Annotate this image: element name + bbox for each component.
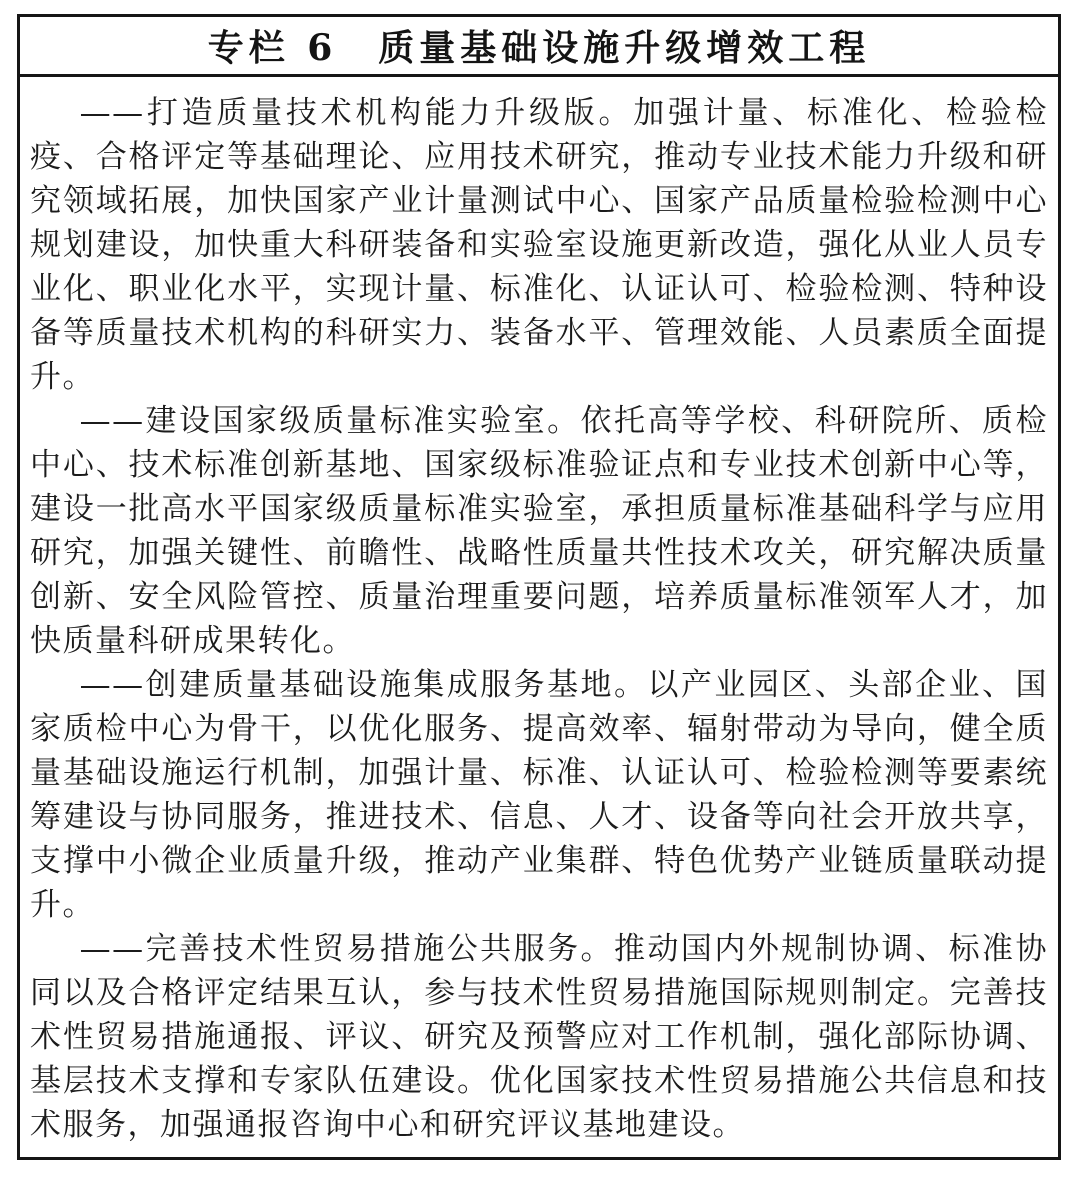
box-title: 专栏 6 质量基础设施升级增效工程 (20, 17, 1058, 77)
paragraph-integrated-service-bases: ——创建质量基础设施集成服务基地。以产业园区、头部企业、国家质检中心为骨干，以优化服务、提高效率、辐射带动为导向，健全质量基础设施运行机制，加强计量、标准、认证认可、检验检测等要素统筹建设与协同服务，推进技术、信息、人才、设备等向社会开放共享，支撑中小微企业质量升级，推动产业集群、特色优势产业链质量联动提升。 (30, 667, 1048, 923)
feature-column-box (17, 14, 1061, 1160)
paragraph-technical-trade-measures: ——完善技术性贸易措施公共服务。推动国内外规制协调、标准协同以及合格评定结果互认，参与技术性贸易措施国际规则制定。完善技术性贸易措施通报、评议、研究及预警应对工作机制，强化部际协调、基层技术支撑和专家队伍建设。优化国家技术性贸易措施公共信息和技术服务，加强通报咨询中心和研究评议基地建设。 (30, 931, 1048, 1143)
paragraph-national-quality-standard-labs: ——建设国家级质量标准实验室。依托高等学校、科研院所、质检中心、技术标准创新基地、国家级标准验证点和专业技术创新中心等，建设一批高水平国家级质量标准实验室，承担质量标准基础科学与应用研究，加强关键性、前瞻性、战略性质量共性技术攻关，研究解决质量创新、安全风险管控、质量治理重要问题，培养质量标准领军人才，加快质量科研成果转化。 (30, 403, 1048, 659)
box-body (20, 77, 1058, 1155)
paragraph-quality-tech-institutions: ——打造质量技术机构能力升级版。加强计量、标准化、检验检疫、合格评定等基础理论、应用技术研究，推动专业技术能力升级和研究领域拓展，加快国家产业计量测试中心、国家产品质量检验检测中心规划建设，加快重大科研装备和实验室设施更新改造，强化从业人员专业化、职业化水平，实现计量、标准化、认证认可、检验检测、特种设备等质量技术机构的科研实力、装备水平、管理效能、人员素质全面提升。 (30, 95, 1048, 395)
